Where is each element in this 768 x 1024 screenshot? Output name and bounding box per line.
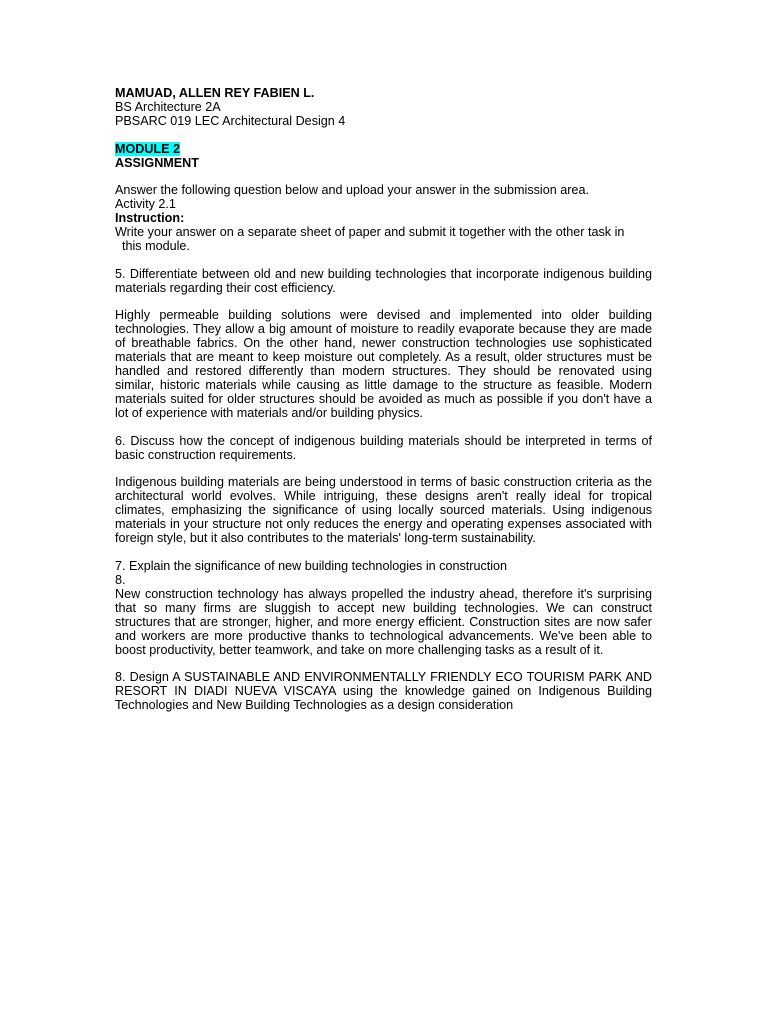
spacer	[115, 295, 652, 309]
spacer	[115, 462, 652, 476]
course-line: PBSARC 019 LEC Architectural Design 4	[115, 114, 346, 128]
assignment-heading: ASSIGNMENT	[115, 155, 199, 170]
answer-7: New construction technology has always propelled the industry ahead, therefore it's surprising that so many firms are sluggish to accept new building technologies. We can construct structures that are stronger, higher, and more energy efficient. Construction sites are now safer and workers are more productive thanks to technological advancements. We've been able to boost productivity, better teamwork, and take on more challenging tasks as a result of it.	[115, 586, 652, 657]
question-7: 7. Explain the significance of new building technologies in construction	[115, 558, 508, 573]
answer-5: Highly permeable building solutions were devised and implemented into older building technologies. They allow a big amount of moisture to readily evaporate because they are made of breathable fabrics. On the other hand, newer construction technologies use sophisticated materials that are meant to keep moisture out completely. As a result, older structures must be handled and restored differently than modern structures. They should be renovated using similar, historic materials while causing as little damage to the structure as feasible. Modern materials suited for older structures should be avoided as much as possible if you don't have a lot of experience with materials and/or building physics.	[115, 308, 652, 420]
spacer	[115, 420, 652, 434]
spacer	[115, 545, 652, 559]
spacer	[115, 657, 652, 671]
spacer	[115, 253, 652, 267]
student-name: MAMUAD, ALLEN REY FABIEN L.	[115, 86, 315, 100]
module-heading	[115, 142, 652, 156]
program-line: BS Architecture 2A	[115, 100, 221, 114]
question-5: 5. Differentiate between old and new building technologies that incorporate indigenous building materials regarding their cost efficiency.	[115, 266, 652, 295]
spacer	[115, 128, 652, 142]
question-8: 8. Design A SUSTAINABLE AND ENVIRONMENTALLY FRIENDLY ECO TOURISM PARK AND RESORT IN DIADI NUEVA VISCAYA using the knowledge gained on Indigenous Building Technologies and New Building Technologies as a design consideration	[115, 670, 652, 712]
document-page	[115, 86, 652, 712]
activity-label: Activity 2.1	[115, 197, 176, 211]
instruction-text: Write your answer on a separate sheet of paper and submit it together with the other task in	[115, 225, 625, 239]
answer-prompt: Answer the following question below and upload your answer in the submission area.	[115, 183, 589, 197]
module-label-highlight: MODULE 2	[115, 141, 181, 156]
spacer	[115, 170, 652, 184]
stray-number: 8.	[115, 572, 126, 587]
instruction-text-cont: this module.	[122, 239, 190, 253]
answer-6: Indigenous building materials are being understood in terms of basic construction criteria as the architectural world evolves. While intriguing, these designs aren't really ideal for tropical climates, emphasizing the significance of using locally sourced materials. Using indigenous materials in your structure not only reduces the energy and operating expenses associated with foreign style, but it also contributes to the materials' long-term sustainability.	[115, 475, 652, 545]
instruction-label: Instruction:	[115, 211, 185, 225]
question-6: 6. Discuss how the concept of indigenous building materials should be interpreted in terms of basic construction requirements.	[115, 433, 652, 462]
